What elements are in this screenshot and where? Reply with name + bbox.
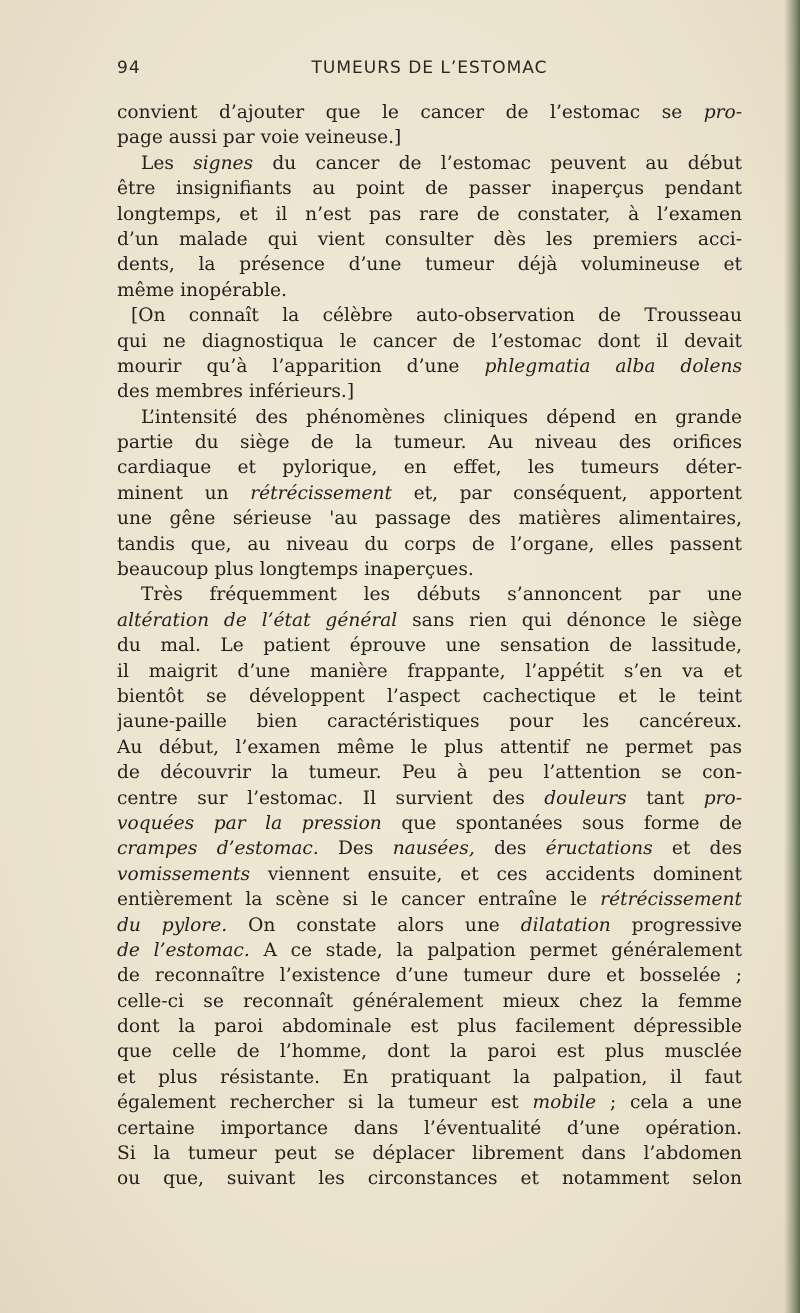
text-line: tandis que, au niveau du corps de l’organe, elles passent — [117, 533, 742, 555]
text-line: entièrement la scène si le cancer entraîne le rétrécissement — [117, 889, 742, 911]
text-line: qui ne diagnostiqua le cancer de l’estomac dont il devait — [117, 330, 742, 352]
text-line: Les signes du cancer de l’estomac peuvent au début — [141, 152, 742, 174]
page-header — [117, 58, 742, 82]
text-line: certaine importance dans l’éventualité d’une opération. — [117, 1117, 742, 1139]
body-text — [117, 100, 742, 1192]
italic-phrase: altération de l’état général — [117, 609, 398, 631]
text-line: des membres inférieurs.] — [117, 381, 355, 403]
text-line: centre sur l’estomac. Il survient des douleurs tant pro- — [117, 787, 742, 809]
text-line: de découvrir la tumeur. Peu à peu l’attention se con- — [117, 762, 742, 784]
text-line: également rechercher si la tumeur est mobile ; cela a une — [117, 1092, 742, 1114]
text-line: minent un rétrécissement et, par conséquent, apportent — [117, 482, 742, 504]
italic-phrase: crampes d’estomac. — [117, 838, 319, 860]
text-line: celle-ci se reconnaît généralement mieux chez la femme — [117, 990, 742, 1012]
text-line: mourir qu’à l’apparition d’une phlegmatia alba dolens — [117, 355, 742, 377]
italic-phrase: signes — [193, 152, 254, 174]
italic-phrase: rétrécissement — [600, 889, 742, 911]
text-line: jaune-paille bien caractéristiques pour les cancéreux. — [117, 711, 742, 733]
text-line: de l’estomac. A ce stade, la palpation permet généralement — [117, 939, 742, 961]
italic-phrase: dilatation — [520, 914, 611, 936]
text-line: cardiaque et pylorique, en effet, les tumeurs déter- — [117, 457, 742, 479]
text-line: Si la tumeur peut se déplacer librement dans l’abdomen — [117, 1143, 742, 1165]
text-line: Très fréquemment les débuts s’annoncent par une — [141, 584, 742, 606]
text-line: être insignifiants au point de passer inaperçus pendant — [117, 178, 742, 200]
italic-phrase: mobile — [532, 1092, 597, 1114]
italic-phrase: éructations — [545, 838, 653, 860]
italic-phrase: nausées, — [392, 838, 475, 860]
text-line: même inopérable. — [117, 279, 287, 301]
text-line: une gêne sérieuse 'au passage des matières alimentaires, — [117, 508, 742, 530]
text-line: Au début, l’examen même le plus attentif ne permet pas — [117, 736, 742, 758]
text-line: convient d’ajouter que le cancer de l’estomac se pro- — [117, 102, 742, 123]
text-line: altération de l’état général sans rien qui dénonce le siège — [117, 609, 742, 631]
italic-phrase: pro- — [703, 787, 742, 809]
italic-phrase: du pylore. — [117, 914, 228, 936]
running-head: TUMEURS DE L’ESTOMAC — [311, 58, 548, 78]
text-line: d’un malade qui vient consulter dès les premiers acci- — [117, 228, 742, 250]
text-line: ou que, suivant les circonstances et notamment selon — [117, 1168, 742, 1190]
text-line: dont la paroi abdominale est plus facilement dépressible — [117, 1016, 742, 1038]
text-line: et plus résistante. En pratiquant la palpation, il faut — [117, 1066, 742, 1088]
text-line: page aussi par voie veineuse.] — [117, 127, 402, 149]
italic-phrase: pro- — [703, 102, 742, 123]
text-line: [On connaît la célèbre auto-observation de Trousseau — [131, 305, 742, 327]
italic-phrase: phlegmatia alba dolens — [484, 355, 742, 377]
text-line: L’intensité des phénomènes cliniques dépend en grande — [141, 406, 742, 428]
italic-phrase: douleurs — [544, 787, 627, 809]
italic-phrase: vomissements — [117, 863, 250, 885]
italic-phrase: rétrécissement — [250, 482, 392, 504]
italic-phrase: de l’estomac. — [117, 939, 250, 961]
page-edge-shadow — [784, 0, 800, 1313]
text-line: que celle de l’homme, dont la paroi est plus musclée — [117, 1041, 742, 1063]
text-line: il maigrit d’une manière frappante, l’appétit s’en va et — [117, 660, 742, 682]
text-line: de reconnaître l’existence d’une tumeur dure et bosselée ; — [117, 965, 742, 987]
text-line: dents, la présence d’une tumeur déjà volumineuse et — [117, 254, 742, 276]
text-line: longtemps, et il n’est pas rare de constater, à l’examen — [117, 203, 742, 225]
text-line: beaucoup plus longtemps inaperçues. — [117, 559, 474, 581]
text-line: du mal. Le patient éprouve une sensation de lassitude, — [117, 635, 742, 657]
text-line: bientôt se développent l’aspect cachectique et le teint — [117, 685, 742, 707]
text-line: du pylore. On constate alors une dilatation progressive — [117, 914, 742, 936]
text-line: partie du siège de la tumeur. Au niveau des orifices — [117, 432, 742, 454]
text-line: crampes d’estomac. Des nausées, des éructations et des — [117, 838, 742, 860]
text-line: voquées par la pression que spontanées sous forme de — [117, 812, 742, 834]
page-number: 94 — [117, 58, 141, 78]
text-line: vomissements viennent ensuite, et ces accidents dominent — [117, 863, 742, 885]
italic-phrase: voquées par la pression — [117, 812, 382, 834]
